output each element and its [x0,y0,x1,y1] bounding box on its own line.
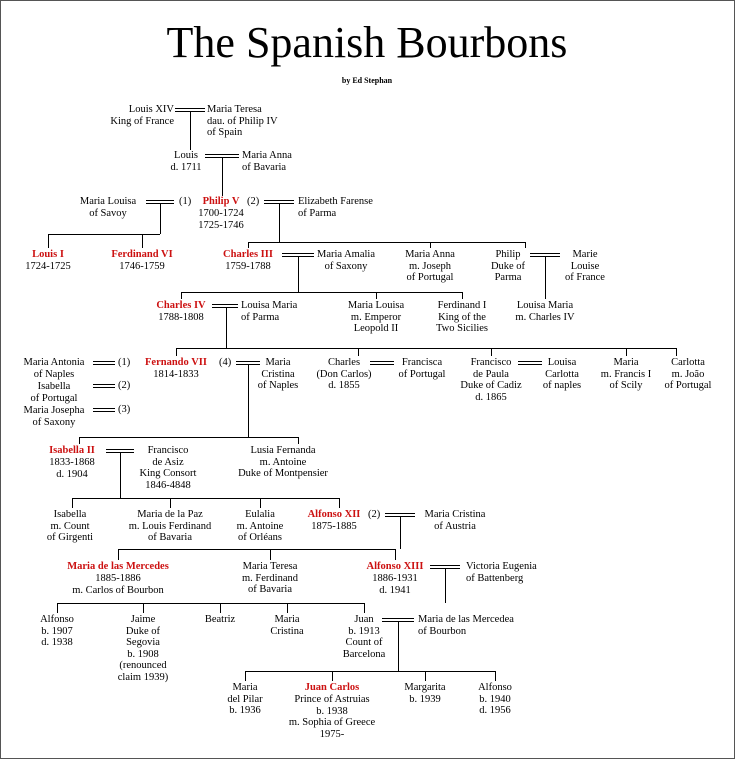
marriage-number: (3) [118,404,131,415]
child-line [462,292,463,299]
person-maria-teresa-bavaria: Maria Teresa m. Ferdinand of Bavaria [242,561,298,595]
person-lusia-fernanda: Lusia Fernanda m. Antoine Duke of Montpensier [238,445,328,479]
sibling-line [248,242,526,243]
person-maria-anna-portugal: Maria Anna m. Joseph of Portugal [405,249,455,283]
descent-line [160,204,161,234]
person-louisa-maria-charles: Louisa Maria m. Charles IV [515,300,575,323]
child-line [425,671,426,681]
child-line [72,498,73,508]
person-louis-i: Louis I [32,249,64,260]
marriage-line [93,361,115,365]
person-francisco-de-asiz: Francisco de Asiz King Consort 1846-4848 [139,445,197,491]
person-alfonso-xiii: Alfonso XIII [366,561,424,572]
person-ferdinand-vi-reign: 1746-1759 [119,261,165,272]
child-line [364,603,365,613]
sibling-line [176,348,677,349]
child-line [626,348,627,356]
descent-line [222,158,223,196]
person-francisco-de-paula: Francisco de Paula Duke of Cadiz d. 1865 [460,357,522,403]
descent-line [226,308,227,348]
child-line [495,671,496,681]
child-line [260,498,261,508]
child-line [395,549,396,560]
person-victoria-eugenia: Victoria Eugenia of Battenberg [466,561,537,584]
person-philip-v: Philip V [202,196,240,207]
person-maria-mercedes: Maria de las Mercedes [67,561,169,572]
person-marie-louise: Marie Louise of France [565,249,605,283]
person-alfonso-xii: Alfonso XII [307,509,361,520]
child-line [57,603,58,613]
child-line [48,234,49,248]
person-maria-amalia: Maria Amalia of Saxony [316,249,376,272]
child-line [220,603,221,613]
person-maria-anna-bavaria: Maria Anna of Bavaria [242,150,292,173]
sibling-line [72,498,340,499]
child-line [491,348,492,356]
sibling-line [181,292,463,293]
marriage-number: (2) [368,509,381,520]
child-line [248,242,249,248]
person-fernando-vii-reign: 1814-1833 [153,369,199,380]
person-alfonso-xii-reign: 1875-1885 [311,521,357,532]
person-maria-de-las-mercedea: Maria de las Mercedea of Bourbon [418,614,514,637]
child-line [287,603,288,613]
marriage-line [93,408,115,412]
person-fernando-vii: Fernando VII [145,357,207,368]
person-maria-louisa-leopold: Maria Louisa m. Emperor Leopold II [347,300,405,334]
person-maria-antonia: Maria Antonia of Naples [23,357,85,380]
child-line [339,498,340,508]
marriage-line [370,361,394,365]
person-ferdinand-vi: Ferdinand VI [111,249,173,260]
child-line [270,549,271,560]
person-maria-cristina-austria: Maria Cristina of Austria [424,509,486,532]
person-jaime: Jaime Duke of Segovia b. 1908 (renounced claim 1939) [117,614,169,683]
person-elizabeth-farnese: Elizabeth Farense of Parma [298,196,373,219]
person-philip-v-reign: 1700-1724 1725-1746 [198,208,244,231]
person-juan-carlos: Juan Carlos [304,682,360,693]
child-line [79,437,80,444]
person-louis-xiv: Louis XIV King of France [110,104,174,127]
sibling-line [57,603,365,604]
person-isabella-girgenti: Isabella m. Count of Girgenti [46,509,94,543]
marriage-number: (1) [179,196,192,207]
person-charles-iv: Charles IV [156,300,206,311]
descent-line [120,453,121,498]
person-louis-i-reign: 1724-1725 [25,261,71,272]
marriage-number: (2) [118,380,131,391]
marriage-number: (4) [219,357,232,368]
person-carlotta-joao: Carlotta m. João of Portugal [664,357,712,391]
person-maria-louisa-savoy: Maria Louisa of Savoy [79,196,137,219]
child-line [143,603,144,613]
descent-line [400,517,401,549]
child-line [176,348,177,356]
marriage-number: (1) [118,357,131,368]
descent-line [298,257,299,292]
person-maria-mercedes-dates: 1885-1886 m. Carlos of Bourbon [72,573,164,596]
child-line [525,242,526,248]
descent-line [279,204,280,242]
child-line [298,437,299,444]
child-line [332,671,333,681]
person-maria-teresa: Maria Teresa dau. of Philip IV of Spain [207,104,278,138]
person-maria-josepha: Maria Josepha of Saxony [23,405,85,428]
marriage-line [93,384,115,388]
child-line [376,292,377,299]
child-line [358,348,359,356]
person-charles-iii-reign: 1759-1788 [225,261,271,272]
child-line [170,498,171,508]
child-line [430,242,431,248]
person-alfonso-1907: Alfonso b. 1907 d. 1938 [40,614,74,648]
marriage-number: (2) [247,196,260,207]
person-louis: Louis d. 1711 [170,150,202,173]
person-louisa-maria-parma: Louisa Maria of Parma [241,300,298,323]
descent-line [190,112,191,150]
descent-line [545,257,546,299]
person-charles-don-carlos: Charles (Don Carlos) d. 1855 [316,357,372,391]
person-juan: Juan b. 1913 Count of Barcelona [342,614,386,660]
sibling-line [118,549,396,550]
person-isabella-portugal: Isabella of Portugal [30,381,78,404]
person-alfonso-xiii-reign: 1886-1931 d. 1941 [372,573,418,596]
marriage-line [212,304,238,308]
person-isabella-ii-reign: 1833-1868 d. 1904 [49,457,95,480]
descent-line [398,622,399,671]
person-maria-cristina-naples: Maria Cristina of Naples [257,357,299,391]
marriage-line [518,361,542,365]
sibling-line [245,671,496,672]
person-ferdinand-i: Ferdinand I King of the Two Sicilies [435,300,489,334]
person-maria-cristina: Maria Cristina [270,614,304,637]
child-line [676,348,677,356]
person-alfonso-1940: Alfonso b. 1940 d. 1956 [478,682,512,716]
person-maria-francis-i: Maria m. Francis I of Scily [600,357,652,391]
person-juan-carlos-dates: Prince of Astruias b. 1938 m. Sophia of Greece 1975- [288,694,376,740]
child-line [118,549,119,560]
child-line [142,234,143,248]
child-line [181,292,182,299]
page-title: The Spanish Bourbons [166,18,568,67]
byline: by Ed Stephan [341,76,393,85]
sibling-line [48,234,160,235]
person-eulalia: Eulalia m. Antoine of Orléans [236,509,284,543]
person-charles-iv-reign: 1788-1808 [158,312,204,323]
person-francisca-portugal: Francisca of Portugal [398,357,446,380]
descent-line [248,365,249,437]
person-louisa-carlotta: Louisa Carlotta of naples [542,357,582,391]
child-line [245,671,246,681]
person-isabella-ii: Isabella II [49,445,95,456]
descent-line [445,569,446,603]
person-philip-parma: Philip Duke of Parma [490,249,526,283]
person-margarita: Margarita b. 1939 [404,682,446,705]
person-maria-de-la-paz: Maria de la Paz m. Louis Ferdinand of Bavaria [128,509,212,543]
person-maria-del-pilar: Maria del Pilar b. 1936 [227,682,263,716]
person-beatriz: Beatriz [204,614,236,625]
person-charles-iii: Charles III [223,249,273,260]
sibling-line [79,437,299,438]
